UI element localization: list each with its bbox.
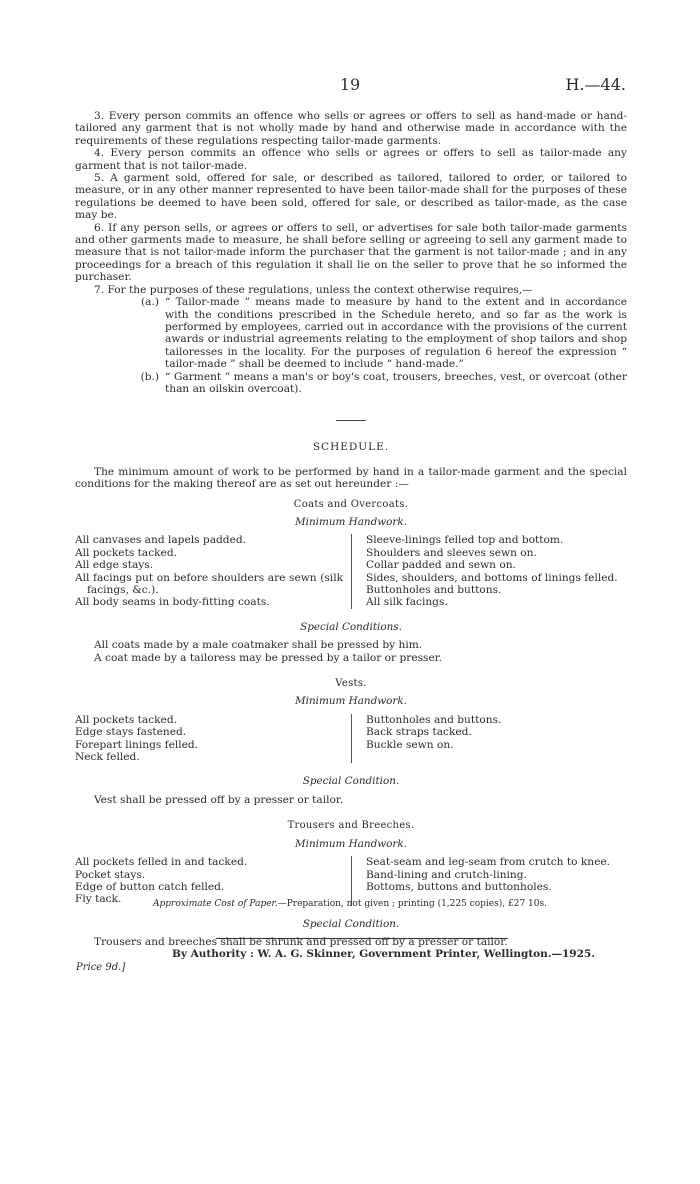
trousers-heading: Trousers and Breeches. xyxy=(287,820,415,832)
paragraph-6: 6. If any person sells, or agrees or offers to sell, or advertises for sale both tailor-made garments and other garments made to measure, he shall before selling or agreeing to sell any garment made to measure that is not tailor-made inform the purchaser that the garment is not tailor-made ; and in any proceedings for a breach of this regulation it shall lie on the seller to prove that he so informed the purchaser. xyxy=(75,221,627,284)
price-label: Price 9d.] xyxy=(76,962,126,973)
list-item: Buttonholes and buttons. xyxy=(366,713,502,726)
paragraph-7: 7. For the purposes of these regulations, unless the context otherwise requires,— xyxy=(94,283,533,296)
coats-handwork-table xyxy=(75,534,627,608)
list-item: Sides, shoulders, and bottoms of linings felled. xyxy=(366,571,618,584)
list-item: All pockets tacked. xyxy=(75,546,177,559)
vests-condition-heading: Special Condition. xyxy=(302,775,400,788)
list-item: All silk facings. xyxy=(366,596,448,609)
trousers-condition-heading: Special Condition. xyxy=(302,917,400,930)
list-item: Sleeve-linings felled top and bottom. xyxy=(366,534,564,547)
document-reference: H.—44. xyxy=(565,75,626,94)
list-item: Neck felled. xyxy=(75,751,140,764)
coats-right-column xyxy=(351,534,627,608)
list-item: Edge of button catch felled. xyxy=(75,880,225,893)
list-item: Fly tack. xyxy=(75,893,122,906)
cost-label: Approximate Cost of Paper. xyxy=(153,899,278,909)
list-item: Band-lining and crutch-lining. xyxy=(366,868,527,881)
paragraph-4: 4. Every person commits an offence who sells or agrees or offers to sell as tailor-made any garment that is not tailor-made. xyxy=(75,147,627,172)
definition-text: “ Tailor-made ” means made to measure by hand to the extent and in accordance with the conditions prescribed in the Schedule hereto, and so far as the work is performed by employees, carried out in accordance with the provisions of the current awards or industrial agreements relating to the employment of shop tailors and shop tailoresses in the locality. For the purposes of regulation 6 hereof the expression “ tailor-made ” shall be deemed to include “ hand-made.” xyxy=(165,296,627,371)
cost-of-paper xyxy=(0,899,700,909)
cost-text: —Preparation, not given ; printing (1,225 copies), £27 10s. xyxy=(277,899,547,909)
list-item: All pockets felled in and tacked. xyxy=(75,856,248,869)
section-divider xyxy=(336,420,366,421)
definition-label: (a.) xyxy=(141,296,159,309)
body-text xyxy=(75,110,627,949)
list-item: Buckle sewn on. xyxy=(366,738,454,751)
vests-right-column xyxy=(351,714,627,764)
list-item: All body seams in body-fitting coats. xyxy=(75,596,270,609)
definition-a xyxy=(75,296,627,370)
vests-handwork-table xyxy=(75,714,627,764)
coats-left-column xyxy=(75,534,351,608)
footer-divider xyxy=(216,938,508,939)
list-item: Seat-seam and leg-seam from crutch to knee. xyxy=(366,856,610,869)
list-item: Collar padded and sewn on. xyxy=(366,559,516,572)
list-item: Edge stays fastened. xyxy=(75,726,187,739)
list-item: All canvases and lapels padded. xyxy=(75,534,246,547)
coats-subheading: Minimum Handwork. xyxy=(295,515,407,528)
list-item: All pockets tacked. xyxy=(75,713,177,726)
condition-item: All coats made by a male coatmaker shall be pressed by him. xyxy=(94,639,423,652)
list-item: All facings put on before shoulders are sewn (silk facings, &c.). xyxy=(75,571,343,596)
condition-item: Trousers and breeches shall be shrunk and pressed off by a presser or tailor. xyxy=(94,936,508,949)
vests-heading: Vests. xyxy=(335,678,367,690)
list-item: Shoulders and sleeves sewn on. xyxy=(366,546,537,559)
schedule-title: SCHEDULE. xyxy=(312,441,390,454)
condition-item: A coat made by a tailoress may be pressed by a tailor or presser. xyxy=(94,651,443,664)
list-item: All edge stays. xyxy=(75,559,154,572)
coats-conditions-heading: Special Conditions. xyxy=(300,620,402,633)
paragraph-3: 3. Every person commits an offence who sells or agrees or offers to sell as hand-made or hand-tailored any garment that is not wholly made by hand and otherwise made in accordance with the requirements of these regulations respecting tailor-made garments. xyxy=(75,110,627,147)
definition-label: (b.) xyxy=(140,370,159,383)
page-number: 19 xyxy=(339,75,361,94)
list-item: Buttonholes and buttons. xyxy=(366,584,502,596)
list-item: Forepart linings felled. xyxy=(75,738,199,751)
list-item: Pocket stays. xyxy=(75,868,146,881)
page-header xyxy=(0,75,700,99)
list-item: Back straps tacked. xyxy=(366,726,472,739)
definition-b xyxy=(75,371,627,396)
coats-heading: Coats and Overcoats. xyxy=(293,498,409,510)
schedule-intro: The minimum amount of work to be performed by hand in a tailor-made garment and the special conditions for the making thereof are as set out hereunder :— xyxy=(75,465,627,491)
paragraph-5: 5. A garment sold, offered for sale, or described as tailored, tailored to order, or tailored to measure, or in any other manner represented to have been tailor-made shall for the purposes of these regulations be deemed to have been sold, offered for sale, or described as tailor-made, as the case may be. xyxy=(75,172,627,222)
condition-item: Vest shall be pressed off by a presser or tailor. xyxy=(94,793,344,806)
printer-authority: By Authority : W. A. G. Skinner, Government Printer, Wellington.—1925. xyxy=(172,948,595,960)
list-item: Bottoms, buttons and buttonholes. xyxy=(366,880,552,893)
trousers-subheading: Minimum Handwork. xyxy=(295,837,407,850)
vests-left-column xyxy=(75,714,351,764)
definition-text: “ Garment ” means a man's or boy's coat, trousers, breeches, vest, or overcoat (other than an oilskin overcoat). xyxy=(165,370,627,395)
vests-subheading: Minimum Handwork. xyxy=(295,695,407,708)
